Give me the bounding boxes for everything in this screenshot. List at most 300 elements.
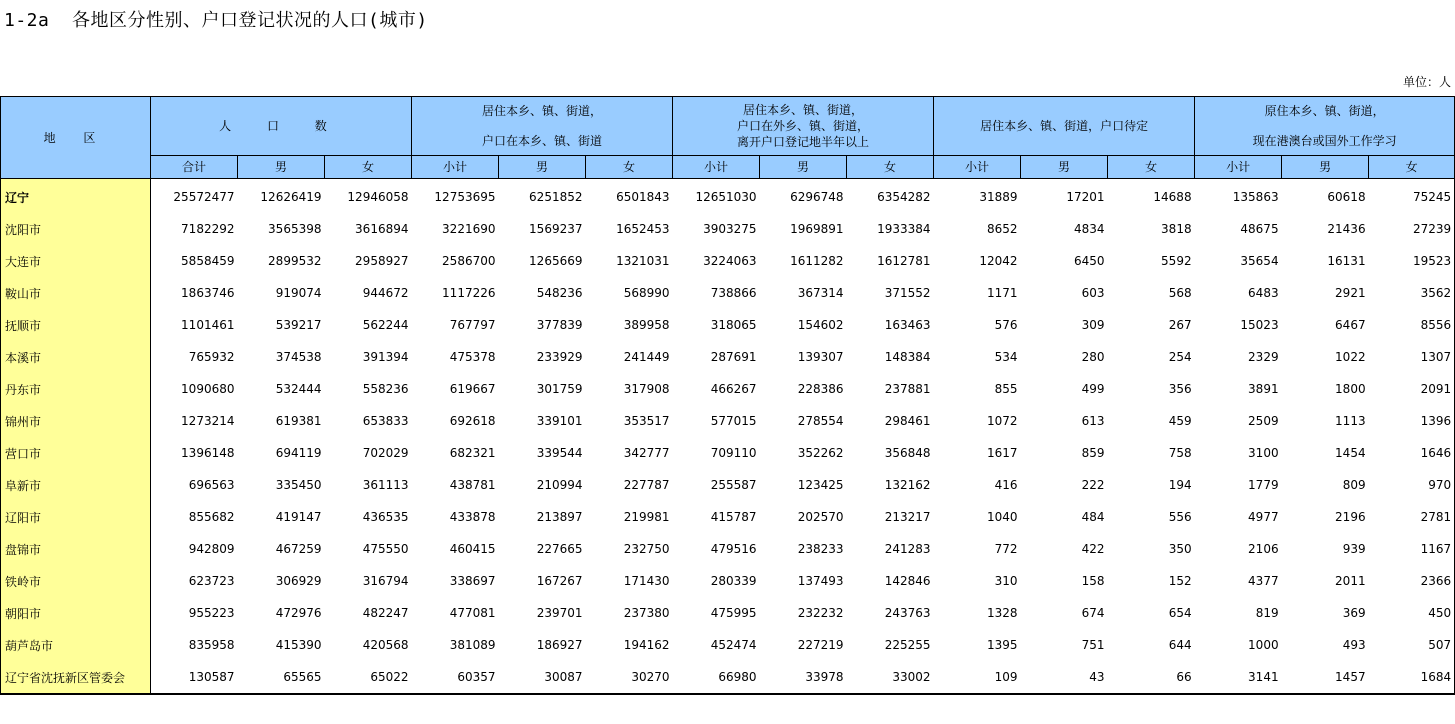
value-cell: 944672 xyxy=(362,286,409,300)
value-cell: 576 xyxy=(994,318,1018,332)
value-cell: 758 xyxy=(1168,446,1192,460)
value-cell: 15023 xyxy=(1240,318,1279,332)
value-cell: 148384 xyxy=(884,350,931,364)
value-cell: 623723 xyxy=(188,574,235,588)
group-header-line: 人 口 数 xyxy=(219,119,343,133)
value-cell: 6450 xyxy=(1074,254,1105,268)
group-header-line: 现在港澳台或国外工作学习 xyxy=(1252,134,1397,148)
value-cell: 2781 xyxy=(1369,501,1455,533)
value-cell: 60618 xyxy=(1327,190,1366,204)
value-cell: 163463 xyxy=(884,318,931,332)
value-cell: 479516 xyxy=(710,542,757,556)
value-cell: 939 xyxy=(1342,542,1366,556)
value-cell: 154602 xyxy=(797,318,844,332)
value-cell: 35654 xyxy=(1240,254,1279,268)
value-cell: 227665 xyxy=(536,542,583,556)
value-cell: 352262 xyxy=(797,446,844,460)
value-cell: 3562 xyxy=(1369,277,1455,309)
value-cell: 416 xyxy=(994,478,1018,492)
value-cell: 239701 xyxy=(536,606,583,620)
value-cell: 339101 xyxy=(536,414,583,428)
value-cell: 109 xyxy=(934,661,1021,694)
group-header xyxy=(673,97,934,156)
value-cell: 475995 xyxy=(710,606,757,620)
value-cell: 202570 xyxy=(797,510,844,524)
value-cell: 855682 xyxy=(188,510,235,524)
value-cell: 222 xyxy=(1081,478,1105,492)
value-cell: 475550 xyxy=(362,542,409,556)
table-row xyxy=(1,213,1455,245)
table-row xyxy=(1,533,1455,565)
value-cell: 1167 xyxy=(1369,533,1455,565)
value-cell: 25572477 xyxy=(173,190,235,204)
value-cell: 420568 xyxy=(362,638,409,652)
value-cell: 1457 xyxy=(1282,661,1369,694)
value-cell: 237380 xyxy=(623,606,670,620)
table-row xyxy=(1,661,1455,694)
value-cell: 751 xyxy=(1081,638,1105,652)
value-cell: 30270 xyxy=(586,661,673,694)
value-cell: 194 xyxy=(1168,478,1192,492)
region-name: 大连市 xyxy=(1,245,151,277)
sub-header-row xyxy=(1,156,1455,179)
value-cell: 17201 xyxy=(1066,190,1105,204)
value-cell: 377839 xyxy=(536,318,583,332)
value-cell: 66980 xyxy=(673,661,760,694)
value-cell: 318065 xyxy=(710,318,757,332)
value-cell: 338697 xyxy=(449,574,496,588)
value-cell: 381089 xyxy=(449,638,496,652)
value-cell: 482247 xyxy=(362,606,409,620)
value-cell: 309 xyxy=(1081,318,1105,332)
value-cell: 123425 xyxy=(797,478,844,492)
value-cell: 654 xyxy=(1168,606,1192,620)
value-cell: 233929 xyxy=(536,350,583,364)
value-cell: 369 xyxy=(1342,606,1366,620)
sub-header-cell: 女 xyxy=(847,156,934,179)
value-cell: 499 xyxy=(1081,382,1105,396)
group-header xyxy=(151,97,412,156)
value-cell: 709110 xyxy=(710,446,757,460)
value-cell: 317908 xyxy=(623,382,670,396)
table-row xyxy=(1,565,1455,597)
value-cell: 682321 xyxy=(449,446,496,460)
value-cell: 6251852 xyxy=(529,190,583,204)
value-cell: 3141 xyxy=(1195,661,1282,694)
sub-header-cell: 女 xyxy=(586,156,673,179)
value-cell: 415390 xyxy=(275,638,322,652)
value-cell: 225255 xyxy=(884,638,931,652)
value-cell: 1646 xyxy=(1369,437,1455,469)
value-cell: 310 xyxy=(994,574,1018,588)
table-row xyxy=(1,277,1455,309)
table-row xyxy=(1,373,1455,405)
value-cell: 1779 xyxy=(1248,478,1279,492)
value-cell: 65565 xyxy=(238,661,325,694)
value-cell: 158 xyxy=(1081,574,1105,588)
value-cell: 653833 xyxy=(362,414,409,428)
value-cell: 3221690 xyxy=(442,222,496,236)
value-cell: 65022 xyxy=(325,661,412,694)
value-cell: 12626419 xyxy=(260,190,322,204)
sub-header-cell: 合计 xyxy=(151,156,238,179)
value-cell: 4377 xyxy=(1248,574,1279,588)
value-cell: 75245 xyxy=(1369,179,1455,214)
value-cell: 27239 xyxy=(1369,213,1455,245)
value-cell: 210994 xyxy=(536,478,583,492)
value-cell: 603 xyxy=(1081,286,1105,300)
value-cell: 301759 xyxy=(536,382,583,396)
value-cell: 391394 xyxy=(362,350,409,364)
value-cell: 556 xyxy=(1168,510,1192,524)
value-cell: 30087 xyxy=(499,661,586,694)
region-name: 葫芦岛市 xyxy=(1,629,151,661)
value-cell: 619667 xyxy=(449,382,496,396)
value-cell: 228386 xyxy=(797,382,844,396)
value-cell: 6354282 xyxy=(877,190,931,204)
value-cell: 21436 xyxy=(1327,222,1366,236)
region-name: 丹东市 xyxy=(1,373,151,405)
value-cell: 1569237 xyxy=(529,222,583,236)
group-header xyxy=(412,97,673,156)
value-cell: 767797 xyxy=(449,318,496,332)
value-cell: 43 xyxy=(1021,661,1108,694)
value-cell: 539217 xyxy=(275,318,322,332)
page-title: 1-2a 各地区分性别、户口登记状况的人口(城市) xyxy=(4,10,428,31)
value-cell: 2958927 xyxy=(355,254,409,268)
value-cell: 1000 xyxy=(1248,638,1279,652)
value-cell: 2091 xyxy=(1369,373,1455,405)
value-cell: 142846 xyxy=(884,574,931,588)
value-cell: 1396148 xyxy=(181,446,235,460)
value-cell: 171430 xyxy=(623,574,670,588)
value-cell: 12753695 xyxy=(434,190,496,204)
value-cell: 970 xyxy=(1369,469,1455,501)
table-row xyxy=(1,437,1455,469)
value-cell: 33978 xyxy=(760,661,847,694)
value-cell: 306929 xyxy=(275,574,322,588)
value-cell: 3616894 xyxy=(355,222,409,236)
value-cell: 8556 xyxy=(1369,309,1455,341)
value-cell: 942809 xyxy=(188,542,235,556)
value-cell: 955223 xyxy=(188,606,235,620)
value-cell: 227787 xyxy=(623,478,670,492)
value-cell: 237881 xyxy=(884,382,931,396)
value-cell: 4977 xyxy=(1248,510,1279,524)
value-cell: 389958 xyxy=(623,318,670,332)
value-cell: 2106 xyxy=(1248,542,1279,556)
table-row xyxy=(1,179,1455,214)
region-name: 沈阳市 xyxy=(1,213,151,245)
value-cell: 1454 xyxy=(1335,446,1366,460)
group-header-line: 居住本乡、镇、街道， xyxy=(743,103,864,117)
value-cell: 577015 xyxy=(710,414,757,428)
value-cell: 467259 xyxy=(275,542,322,556)
value-cell: 19523 xyxy=(1369,245,1455,277)
value-cell: 3903275 xyxy=(703,222,757,236)
value-cell: 335450 xyxy=(275,478,322,492)
value-cell: 460415 xyxy=(449,542,496,556)
value-cell: 809 xyxy=(1342,478,1366,492)
region-name: 本溪市 xyxy=(1,341,151,373)
region-name: 阜新市 xyxy=(1,469,151,501)
value-cell: 194162 xyxy=(623,638,670,652)
value-cell: 1652453 xyxy=(616,222,670,236)
value-cell: 8652 xyxy=(987,222,1018,236)
value-cell: 1328 xyxy=(987,606,1018,620)
value-cell: 130587 xyxy=(151,661,238,694)
value-cell: 835958 xyxy=(188,638,235,652)
value-cell: 1684 xyxy=(1369,661,1455,694)
sub-header-cell: 小计 xyxy=(1195,156,1282,179)
value-cell: 2586700 xyxy=(442,254,496,268)
value-cell: 619381 xyxy=(275,414,322,428)
value-cell: 254 xyxy=(1168,350,1192,364)
value-cell: 507 xyxy=(1369,629,1455,661)
value-cell: 31889 xyxy=(979,190,1018,204)
value-cell: 674 xyxy=(1081,606,1105,620)
value-cell: 287691 xyxy=(710,350,757,364)
value-cell: 186927 xyxy=(536,638,583,652)
region-name: 铁岭市 xyxy=(1,565,151,597)
region-name: 盘锦市 xyxy=(1,533,151,565)
sub-header-cell: 小计 xyxy=(934,156,1021,179)
value-cell: 613 xyxy=(1081,414,1105,428)
value-cell: 696563 xyxy=(188,478,235,492)
value-cell: 568 xyxy=(1168,286,1192,300)
group-header-line: 离开户口登记地半年以上 xyxy=(737,135,870,149)
sub-header-cell: 男 xyxy=(760,156,847,179)
value-cell: 278554 xyxy=(797,414,844,428)
sub-header-cell: 男 xyxy=(499,156,586,179)
value-cell: 4834 xyxy=(1074,222,1105,236)
value-cell: 374538 xyxy=(275,350,322,364)
value-cell: 12042 xyxy=(979,254,1018,268)
table-row xyxy=(1,469,1455,501)
value-cell: 267 xyxy=(1168,318,1192,332)
value-cell: 6467 xyxy=(1335,318,1366,332)
value-cell: 316794 xyxy=(362,574,409,588)
region-name: 朝阳市 xyxy=(1,597,151,629)
value-cell: 1611282 xyxy=(790,254,844,268)
value-cell: 232232 xyxy=(797,606,844,620)
value-cell: 2366 xyxy=(1369,565,1455,597)
value-cell: 353517 xyxy=(623,414,670,428)
value-cell: 232750 xyxy=(623,542,670,556)
population-table xyxy=(0,96,1455,695)
region-name: 辽宁省沈抚新区管委会 xyxy=(1,661,151,694)
value-cell: 1273214 xyxy=(181,414,235,428)
value-cell: 280339 xyxy=(710,574,757,588)
group-header-line: 原住本乡、镇、街道， xyxy=(1264,104,1385,118)
value-cell: 452474 xyxy=(710,638,757,652)
region-name: 辽阳市 xyxy=(1,501,151,533)
value-cell: 422 xyxy=(1081,542,1105,556)
value-cell: 12651030 xyxy=(695,190,757,204)
value-cell: 132162 xyxy=(884,478,931,492)
value-cell: 819 xyxy=(1255,606,1279,620)
value-cell: 436535 xyxy=(362,510,409,524)
value-cell: 367314 xyxy=(797,286,844,300)
value-cell: 1395 xyxy=(987,638,1018,652)
value-cell: 765932 xyxy=(188,350,235,364)
value-cell: 241283 xyxy=(884,542,931,556)
value-cell: 12946058 xyxy=(347,190,409,204)
group-header xyxy=(934,97,1195,156)
value-cell: 466267 xyxy=(710,382,757,396)
value-cell: 1171 xyxy=(987,286,1018,300)
value-cell: 450 xyxy=(1369,597,1455,629)
value-cell: 1022 xyxy=(1335,350,1366,364)
value-cell: 459 xyxy=(1168,414,1192,428)
value-cell: 48675 xyxy=(1240,222,1279,236)
table-row xyxy=(1,405,1455,437)
value-cell: 738866 xyxy=(710,286,757,300)
table-row xyxy=(1,245,1455,277)
region-name: 抚顺市 xyxy=(1,309,151,341)
value-cell: 3100 xyxy=(1248,446,1279,460)
value-cell: 1617 xyxy=(987,446,1018,460)
value-cell: 139307 xyxy=(797,350,844,364)
value-cell: 477081 xyxy=(449,606,496,620)
value-cell: 371552 xyxy=(884,286,931,300)
value-cell: 339544 xyxy=(536,446,583,460)
group-header-line: 户口在外乡、镇、街道， xyxy=(737,119,870,133)
value-cell: 2921 xyxy=(1335,286,1366,300)
region-name: 营口市 xyxy=(1,437,151,469)
sub-header-cell: 女 xyxy=(1108,156,1195,179)
sub-header-cell: 小计 xyxy=(673,156,760,179)
value-cell: 3224063 xyxy=(703,254,757,268)
value-cell: 1612781 xyxy=(877,254,931,268)
value-cell: 562244 xyxy=(362,318,409,332)
value-cell: 5592 xyxy=(1161,254,1192,268)
table-row xyxy=(1,309,1455,341)
sub-header-cell: 男 xyxy=(238,156,325,179)
value-cell: 14688 xyxy=(1153,190,1192,204)
value-cell: 692618 xyxy=(449,414,496,428)
value-cell: 532444 xyxy=(275,382,322,396)
value-cell: 855 xyxy=(994,382,1018,396)
table-body xyxy=(1,179,1455,695)
value-cell: 350 xyxy=(1168,542,1192,556)
value-cell: 167267 xyxy=(536,574,583,588)
value-cell: 255587 xyxy=(710,478,757,492)
value-cell: 16131 xyxy=(1327,254,1366,268)
region-name: 锦州市 xyxy=(1,405,151,437)
value-cell: 213897 xyxy=(536,510,583,524)
value-cell: 859 xyxy=(1081,446,1105,460)
value-cell: 1090680 xyxy=(181,382,235,396)
value-cell: 356 xyxy=(1168,382,1192,396)
value-cell: 219981 xyxy=(623,510,670,524)
group-header-line: 居住本乡、镇、街道，户口待定 xyxy=(980,119,1149,133)
sub-header-cell: 女 xyxy=(325,156,412,179)
value-cell: 694119 xyxy=(275,446,322,460)
value-cell: 472976 xyxy=(275,606,322,620)
table-header xyxy=(1,97,1455,179)
value-cell: 2011 xyxy=(1335,574,1366,588)
value-cell: 438781 xyxy=(449,478,496,492)
sub-header-cell: 男 xyxy=(1021,156,1108,179)
table-row xyxy=(1,629,1455,661)
value-cell: 772 xyxy=(994,542,1018,556)
group-header-line: 户口在本乡、镇、街道 xyxy=(482,134,603,148)
value-cell: 1933384 xyxy=(877,222,931,236)
value-cell: 2509 xyxy=(1248,414,1279,428)
value-cell: 1040 xyxy=(987,510,1018,524)
region-name: 辽宁 xyxy=(1,179,151,214)
value-cell: 2196 xyxy=(1335,510,1366,524)
value-cell: 3818 xyxy=(1161,222,1192,236)
value-cell: 3565398 xyxy=(268,222,322,236)
value-cell: 1307 xyxy=(1369,341,1455,373)
value-cell: 419147 xyxy=(275,510,322,524)
value-cell: 238233 xyxy=(797,542,844,556)
value-cell: 152 xyxy=(1168,574,1192,588)
value-cell: 1321031 xyxy=(616,254,670,268)
value-cell: 1072 xyxy=(987,414,1018,428)
value-cell: 558236 xyxy=(362,382,409,396)
value-cell: 493 xyxy=(1342,638,1366,652)
table-row xyxy=(1,501,1455,533)
sub-header-cell: 小计 xyxy=(412,156,499,179)
value-cell: 548236 xyxy=(536,286,583,300)
region-header: 地 区 xyxy=(1,97,151,179)
value-cell: 342777 xyxy=(623,446,670,460)
group-header xyxy=(1195,97,1455,156)
value-cell: 534 xyxy=(994,350,1018,364)
unit-label: 单位：人 xyxy=(1402,75,1451,89)
value-cell: 227219 xyxy=(797,638,844,652)
value-cell: 356848 xyxy=(884,446,931,460)
value-cell: 415787 xyxy=(710,510,757,524)
value-cell: 6296748 xyxy=(790,190,844,204)
value-cell: 135863 xyxy=(1232,190,1279,204)
value-cell: 1117226 xyxy=(442,286,496,300)
table-row xyxy=(1,341,1455,373)
value-cell: 1101461 xyxy=(181,318,235,332)
value-cell: 241449 xyxy=(623,350,670,364)
value-cell: 568990 xyxy=(623,286,670,300)
region-name: 鞍山市 xyxy=(1,277,151,309)
value-cell: 702029 xyxy=(362,446,409,460)
value-cell: 2899532 xyxy=(268,254,322,268)
value-cell: 3891 xyxy=(1248,382,1279,396)
table-row xyxy=(1,597,1455,629)
value-cell: 60357 xyxy=(412,661,499,694)
value-cell: 137493 xyxy=(797,574,844,588)
value-cell: 644 xyxy=(1168,638,1192,652)
group-header-line: 居住本乡、镇、街道， xyxy=(482,104,603,118)
value-cell: 280 xyxy=(1081,350,1105,364)
value-cell: 243763 xyxy=(884,606,931,620)
value-cell: 66 xyxy=(1108,661,1195,694)
value-cell: 33002 xyxy=(847,661,934,694)
value-cell: 1113 xyxy=(1335,414,1366,428)
sub-header-cell: 女 xyxy=(1369,156,1455,179)
value-cell: 1396 xyxy=(1369,405,1455,437)
value-cell: 1863746 xyxy=(181,286,235,300)
value-cell: 213217 xyxy=(884,510,931,524)
value-cell: 2329 xyxy=(1248,350,1279,364)
value-cell: 919074 xyxy=(275,286,322,300)
value-cell: 475378 xyxy=(449,350,496,364)
value-cell: 6483 xyxy=(1248,286,1279,300)
value-cell: 484 xyxy=(1081,510,1105,524)
value-cell: 7182292 xyxy=(181,222,235,236)
value-cell: 5858459 xyxy=(181,254,235,268)
